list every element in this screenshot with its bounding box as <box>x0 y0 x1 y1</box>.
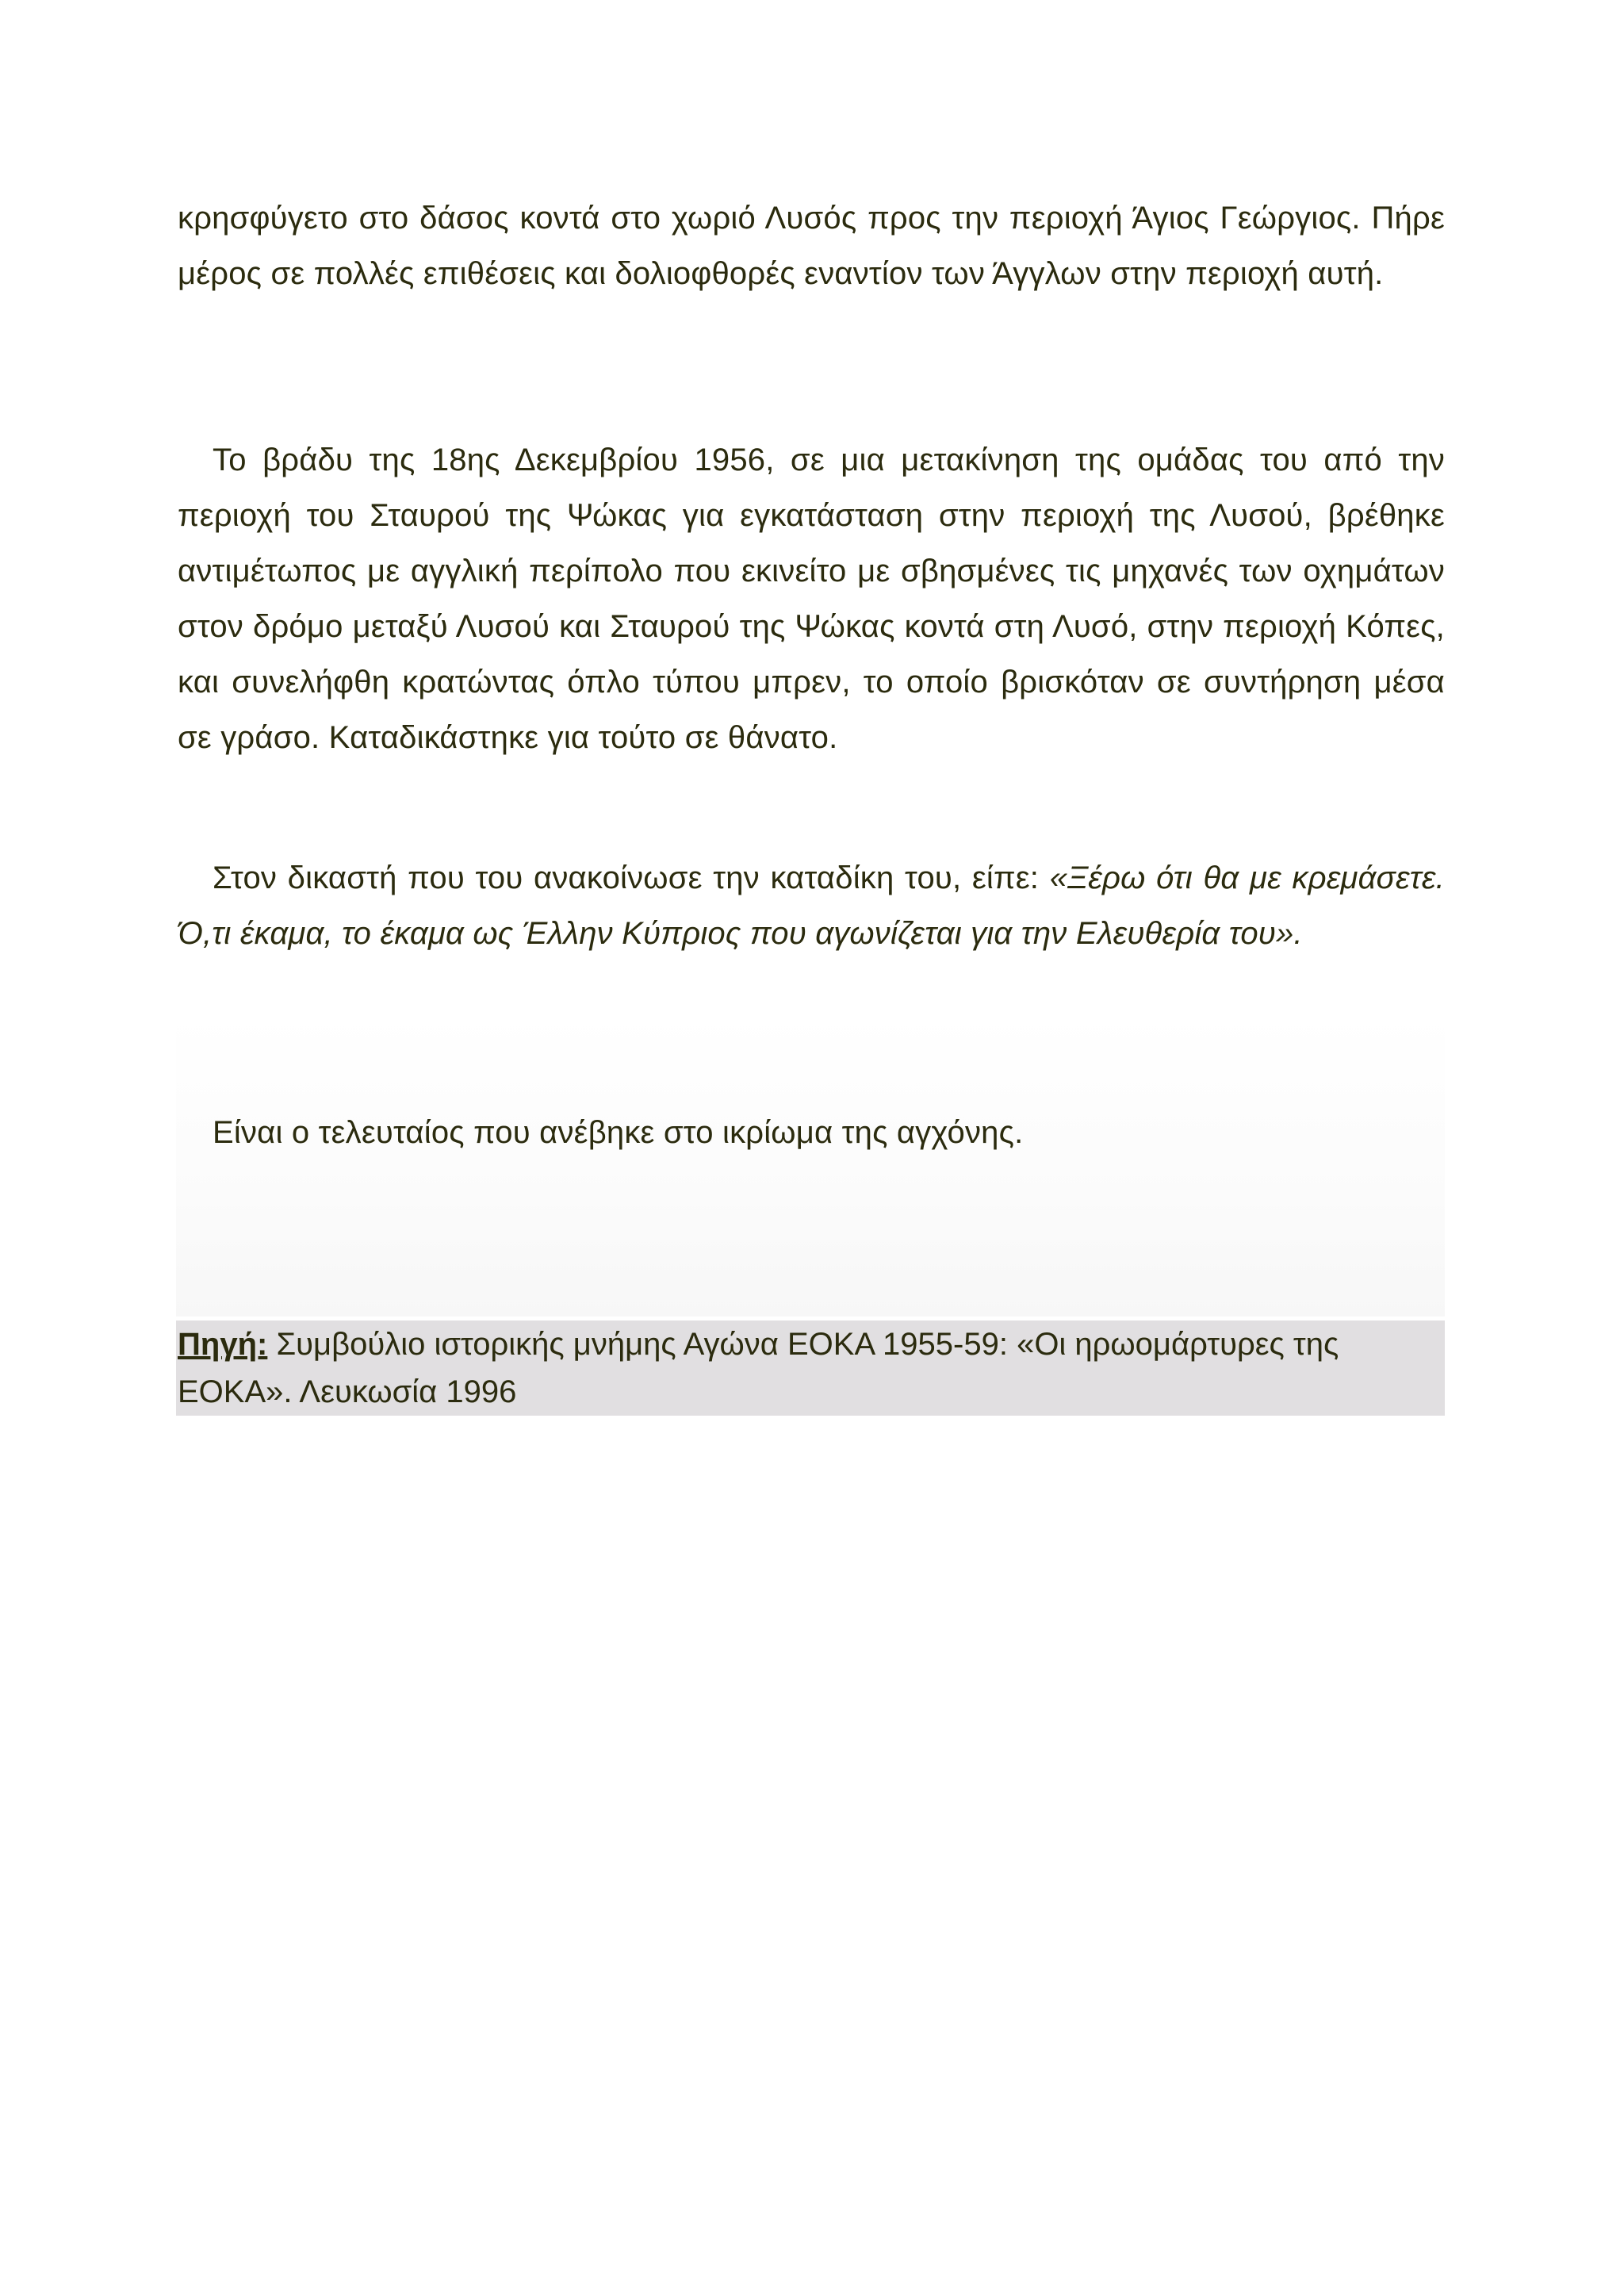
paragraph-sentence-intro: Στον δικαστή που του ανακοίνωσε την καταδίκη του, είπε: <box>213 861 1050 895</box>
paragraph-sentence-quote: «Ξέρω ότι θα με κρεμάσετε. Ό,τι έκαμα, το έκαμα ως Έλλην Κύπριος που αγωνίζεται για την Ελευθερία του». <box>178 861 1445 951</box>
source-label: Πηγή: <box>178 1327 268 1362</box>
paragraph-last-executed-text: Είναι ο τελευταίος που ανέβηκε στο ικρίωμα της αγχόνης. <box>213 1115 1024 1150</box>
paragraph-hideout-text: κρησφύγετο στο δάσος κοντά στο χωριό Λυσός προς την περιοχή Άγιος Γεώργιος. Πήρε μέρος σε πολλές επιθέσεις και δολιοφθορές εναντίον των Άγγλων στην περιοχή αυτή. <box>178 201 1445 291</box>
paragraph-arrest-text: Το βράδυ της 18ης Δεκεμβρίου 1956, σε μια μετακίνηση της ομάδας του από την περιοχή του Σταυρού της Ψώκας για εγκατάσταση στην περιοχή της Λυσού, βρέθηκε αντιμέτωπος με αγγλική περίπολο που εκινείτο με σβησμένες τις μηχανές των οχημάτων στον δρόμο μεταξύ Λυσού και Σταυρού της Ψώκας κοντά στη Λυσό, στην περιοχή Κόπες, και συνελήφθη κρατώντας όπλο τύπου μπρεν, το οποίο βρισκόταν σε συντήρηση μέσα σε γράσο. Καταδικάστηκε για τούτο σε θάνατο. <box>178 443 1445 755</box>
paragraph-hideout <box>178 190 1445 301</box>
source-text: Συμβούλιο ιστορικής μνήμης Αγώνα ΕΟΚΑ 1955-59: «Οι ηρωομάρτυρες της ΕΟΚΑ». Λευκωσία 1996 <box>178 1327 1339 1409</box>
source-citation <box>176 1320 1445 1416</box>
background-shade <box>176 1015 1445 1317</box>
paragraph-sentence <box>178 850 1445 961</box>
paragraph-arrest <box>178 432 1445 765</box>
paragraph-last-executed <box>178 1105 1445 1160</box>
